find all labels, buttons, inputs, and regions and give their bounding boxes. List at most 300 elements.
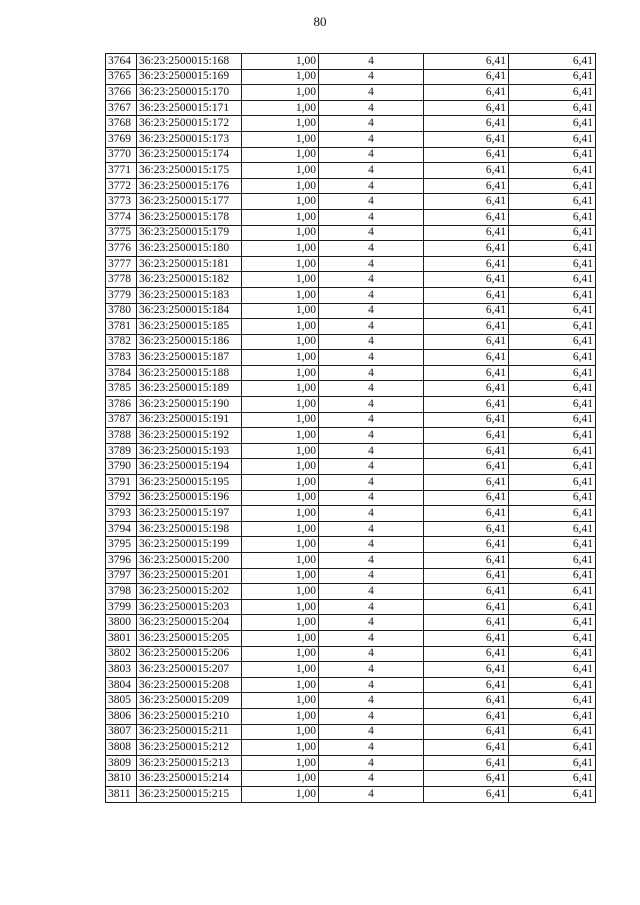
area-cell: 1,00 (242, 131, 319, 147)
cadastral-number-cell: 36:23:2500015:170 (137, 85, 242, 101)
category-cell: 4 (319, 553, 424, 569)
table-row (106, 116, 596, 132)
row-number-cell: 3783 (106, 350, 137, 366)
rate-cell: 6,41 (424, 256, 509, 272)
cadastral-number-cell: 36:23:2500015:212 (137, 740, 242, 756)
cadastral-number-cell: 36:23:2500015:200 (137, 553, 242, 569)
cadastral-number-cell: 36:23:2500015:171 (137, 100, 242, 116)
total-cell: 6,41 (509, 646, 596, 662)
total-cell: 6,41 (509, 786, 596, 802)
row-number-cell: 3794 (106, 521, 137, 537)
area-cell: 1,00 (242, 225, 319, 241)
row-number-cell: 3782 (106, 334, 137, 350)
row-number-cell: 3796 (106, 553, 137, 569)
area-cell: 1,00 (242, 459, 319, 475)
table-row (106, 54, 596, 70)
rate-cell: 6,41 (424, 54, 509, 70)
table-row (106, 365, 596, 381)
table-row (106, 599, 596, 615)
row-number-cell: 3770 (106, 147, 137, 163)
row-number-cell: 3799 (106, 599, 137, 615)
table-row (106, 209, 596, 225)
cadastral-number-cell: 36:23:2500015:190 (137, 397, 242, 413)
rate-cell: 6,41 (424, 116, 509, 132)
cadastral-number-cell: 36:23:2500015:174 (137, 147, 242, 163)
cadastral-number-cell: 36:23:2500015:201 (137, 568, 242, 584)
total-cell: 6,41 (509, 443, 596, 459)
area-cell: 1,00 (242, 584, 319, 600)
total-cell: 6,41 (509, 755, 596, 771)
row-number-cell: 3781 (106, 319, 137, 335)
area-cell: 1,00 (242, 490, 319, 506)
cadastral-number-cell: 36:23:2500015:204 (137, 615, 242, 631)
row-number-cell: 3802 (106, 646, 137, 662)
row-number-cell: 3788 (106, 428, 137, 444)
table-row (106, 755, 596, 771)
table-row (106, 630, 596, 646)
rate-cell: 6,41 (424, 568, 509, 584)
category-cell: 4 (319, 599, 424, 615)
area-cell: 1,00 (242, 693, 319, 709)
rate-cell: 6,41 (424, 584, 509, 600)
area-cell: 1,00 (242, 708, 319, 724)
category-cell: 4 (319, 163, 424, 179)
total-cell: 6,41 (509, 475, 596, 491)
area-cell: 1,00 (242, 287, 319, 303)
rate-cell: 6,41 (424, 287, 509, 303)
table-row (106, 303, 596, 319)
rate-cell: 6,41 (424, 708, 509, 724)
rate-cell: 6,41 (424, 147, 509, 163)
cadastral-number-cell: 36:23:2500015:180 (137, 241, 242, 257)
area-cell: 1,00 (242, 662, 319, 678)
category-cell: 4 (319, 630, 424, 646)
table-row (106, 131, 596, 147)
area-cell: 1,00 (242, 272, 319, 288)
total-cell: 6,41 (509, 350, 596, 366)
parcel-table-body (106, 54, 596, 803)
area-cell: 1,00 (242, 100, 319, 116)
rate-cell: 6,41 (424, 350, 509, 366)
category-cell: 4 (319, 241, 424, 257)
cadastral-number-cell: 36:23:2500015:175 (137, 163, 242, 179)
category-cell: 4 (319, 225, 424, 241)
table-row (106, 241, 596, 257)
cadastral-number-cell: 36:23:2500015:203 (137, 599, 242, 615)
rate-cell: 6,41 (424, 100, 509, 116)
cadastral-number-cell: 36:23:2500015:172 (137, 116, 242, 132)
total-cell: 6,41 (509, 272, 596, 288)
rate-cell: 6,41 (424, 303, 509, 319)
total-cell: 6,41 (509, 225, 596, 241)
category-cell: 4 (319, 334, 424, 350)
total-cell: 6,41 (509, 677, 596, 693)
total-cell: 6,41 (509, 740, 596, 756)
cadastral-number-cell: 36:23:2500015:209 (137, 693, 242, 709)
area-cell: 1,00 (242, 599, 319, 615)
rate-cell: 6,41 (424, 225, 509, 241)
total-cell: 6,41 (509, 428, 596, 444)
table-row (106, 147, 596, 163)
table-row (106, 568, 596, 584)
row-number-cell: 3773 (106, 194, 137, 210)
category-cell: 4 (319, 443, 424, 459)
category-cell: 4 (319, 568, 424, 584)
row-number-cell: 3779 (106, 287, 137, 303)
table-row (106, 786, 596, 802)
table-row (106, 428, 596, 444)
cadastral-number-cell: 36:23:2500015:208 (137, 677, 242, 693)
category-cell: 4 (319, 131, 424, 147)
row-number-cell: 3810 (106, 771, 137, 787)
rate-cell: 6,41 (424, 334, 509, 350)
total-cell: 6,41 (509, 209, 596, 225)
area-cell: 1,00 (242, 506, 319, 522)
table-row (106, 443, 596, 459)
cadastral-number-cell: 36:23:2500015:189 (137, 381, 242, 397)
rate-cell: 6,41 (424, 646, 509, 662)
rate-cell: 6,41 (424, 677, 509, 693)
table-row (106, 163, 596, 179)
rate-cell: 6,41 (424, 381, 509, 397)
category-cell: 4 (319, 771, 424, 787)
area-cell: 1,00 (242, 241, 319, 257)
cadastral-number-cell: 36:23:2500015:202 (137, 584, 242, 600)
row-number-cell: 3811 (106, 786, 137, 802)
row-number-cell: 3806 (106, 708, 137, 724)
row-number-cell: 3801 (106, 630, 137, 646)
cadastral-number-cell: 36:23:2500015:182 (137, 272, 242, 288)
table-row (106, 646, 596, 662)
cadastral-number-cell: 36:23:2500015:215 (137, 786, 242, 802)
rate-cell: 6,41 (424, 241, 509, 257)
cadastral-number-cell: 36:23:2500015:195 (137, 475, 242, 491)
row-number-cell: 3764 (106, 54, 137, 70)
cadastral-number-cell: 36:23:2500015:177 (137, 194, 242, 210)
cadastral-number-cell: 36:23:2500015:169 (137, 69, 242, 85)
area-cell: 1,00 (242, 412, 319, 428)
area-cell: 1,00 (242, 381, 319, 397)
category-cell: 4 (319, 537, 424, 553)
total-cell: 6,41 (509, 537, 596, 553)
table-row (106, 584, 596, 600)
total-cell: 6,41 (509, 412, 596, 428)
area-cell: 1,00 (242, 786, 319, 802)
category-cell: 4 (319, 194, 424, 210)
category-cell: 4 (319, 506, 424, 522)
total-cell: 6,41 (509, 630, 596, 646)
table-row (106, 319, 596, 335)
area-cell: 1,00 (242, 475, 319, 491)
cadastral-number-cell: 36:23:2500015:188 (137, 365, 242, 381)
row-number-cell: 3803 (106, 662, 137, 678)
rate-cell: 6,41 (424, 615, 509, 631)
total-cell: 6,41 (509, 241, 596, 257)
rate-cell: 6,41 (424, 319, 509, 335)
rate-cell: 6,41 (424, 69, 509, 85)
total-cell: 6,41 (509, 163, 596, 179)
rate-cell: 6,41 (424, 443, 509, 459)
total-cell: 6,41 (509, 397, 596, 413)
cadastral-number-cell: 36:23:2500015:184 (137, 303, 242, 319)
table-row (106, 225, 596, 241)
area-cell: 1,00 (242, 350, 319, 366)
category-cell: 4 (319, 54, 424, 70)
area-cell: 1,00 (242, 630, 319, 646)
area-cell: 1,00 (242, 85, 319, 101)
row-number-cell: 3804 (106, 677, 137, 693)
row-number-cell: 3790 (106, 459, 137, 475)
total-cell: 6,41 (509, 724, 596, 740)
row-number-cell: 3792 (106, 490, 137, 506)
category-cell: 4 (319, 646, 424, 662)
area-cell: 1,00 (242, 178, 319, 194)
table-row (106, 459, 596, 475)
area-cell: 1,00 (242, 365, 319, 381)
table-row (106, 537, 596, 553)
area-cell: 1,00 (242, 771, 319, 787)
cadastral-number-cell: 36:23:2500015:198 (137, 521, 242, 537)
row-number-cell: 3787 (106, 412, 137, 428)
rate-cell: 6,41 (424, 786, 509, 802)
category-cell: 4 (319, 287, 424, 303)
area-cell: 1,00 (242, 646, 319, 662)
rate-cell: 6,41 (424, 662, 509, 678)
total-cell: 6,41 (509, 506, 596, 522)
table-row (106, 553, 596, 569)
category-cell: 4 (319, 319, 424, 335)
cadastral-number-cell: 36:23:2500015:187 (137, 350, 242, 366)
cadastral-number-cell: 36:23:2500015:191 (137, 412, 242, 428)
rate-cell: 6,41 (424, 412, 509, 428)
category-cell: 4 (319, 740, 424, 756)
row-number-cell: 3800 (106, 615, 137, 631)
table-row (106, 677, 596, 693)
rate-cell: 6,41 (424, 194, 509, 210)
area-cell: 1,00 (242, 568, 319, 584)
cadastral-number-cell: 36:23:2500015:193 (137, 443, 242, 459)
rate-cell: 6,41 (424, 537, 509, 553)
row-number-cell: 3780 (106, 303, 137, 319)
total-cell: 6,41 (509, 381, 596, 397)
table-row (106, 506, 596, 522)
category-cell: 4 (319, 100, 424, 116)
total-cell: 6,41 (509, 693, 596, 709)
row-number-cell: 3766 (106, 85, 137, 101)
rate-cell: 6,41 (424, 365, 509, 381)
category-cell: 4 (319, 693, 424, 709)
table-row (106, 662, 596, 678)
category-cell: 4 (319, 521, 424, 537)
area-cell: 1,00 (242, 724, 319, 740)
rate-cell: 6,41 (424, 163, 509, 179)
area-cell: 1,00 (242, 334, 319, 350)
table-row (106, 397, 596, 413)
row-number-cell: 3807 (106, 724, 137, 740)
category-cell: 4 (319, 69, 424, 85)
rate-cell: 6,41 (424, 85, 509, 101)
rate-cell: 6,41 (424, 428, 509, 444)
area-cell: 1,00 (242, 677, 319, 693)
total-cell: 6,41 (509, 615, 596, 631)
category-cell: 4 (319, 397, 424, 413)
row-number-cell: 3809 (106, 755, 137, 771)
total-cell: 6,41 (509, 568, 596, 584)
row-number-cell: 3771 (106, 163, 137, 179)
area-cell: 1,00 (242, 303, 319, 319)
total-cell: 6,41 (509, 599, 596, 615)
table-row (106, 615, 596, 631)
total-cell: 6,41 (509, 319, 596, 335)
table-row (106, 412, 596, 428)
cadastral-number-cell: 36:23:2500015:205 (137, 630, 242, 646)
total-cell: 6,41 (509, 194, 596, 210)
rate-cell: 6,41 (424, 599, 509, 615)
row-number-cell: 3775 (106, 225, 137, 241)
table-row (106, 178, 596, 194)
category-cell: 4 (319, 786, 424, 802)
area-cell: 1,00 (242, 209, 319, 225)
total-cell: 6,41 (509, 521, 596, 537)
cadastral-number-cell: 36:23:2500015:192 (137, 428, 242, 444)
total-cell: 6,41 (509, 303, 596, 319)
total-cell: 6,41 (509, 256, 596, 272)
rate-cell: 6,41 (424, 521, 509, 537)
row-number-cell: 3793 (106, 506, 137, 522)
row-number-cell: 3808 (106, 740, 137, 756)
parcel-table (105, 53, 596, 803)
area-cell: 1,00 (242, 319, 319, 335)
total-cell: 6,41 (509, 662, 596, 678)
cadastral-number-cell: 36:23:2500015:206 (137, 646, 242, 662)
row-number-cell: 3778 (106, 272, 137, 288)
cadastral-number-cell: 36:23:2500015:213 (137, 755, 242, 771)
row-number-cell: 3789 (106, 443, 137, 459)
rate-cell: 6,41 (424, 475, 509, 491)
area-cell: 1,00 (242, 147, 319, 163)
area-cell: 1,00 (242, 553, 319, 569)
category-cell: 4 (319, 584, 424, 600)
category-cell: 4 (319, 147, 424, 163)
category-cell: 4 (319, 615, 424, 631)
area-cell: 1,00 (242, 397, 319, 413)
table-row (106, 194, 596, 210)
row-number-cell: 3798 (106, 584, 137, 600)
total-cell: 6,41 (509, 54, 596, 70)
category-cell: 4 (319, 428, 424, 444)
table-row (106, 350, 596, 366)
cadastral-number-cell: 36:23:2500015:196 (137, 490, 242, 506)
area-cell: 1,00 (242, 615, 319, 631)
rate-cell: 6,41 (424, 397, 509, 413)
cadastral-number-cell: 36:23:2500015:179 (137, 225, 242, 241)
cadastral-number-cell: 36:23:2500015:194 (137, 459, 242, 475)
category-cell: 4 (319, 178, 424, 194)
rate-cell: 6,41 (424, 209, 509, 225)
total-cell: 6,41 (509, 708, 596, 724)
area-cell: 1,00 (242, 163, 319, 179)
page-number: 80 (313, 14, 327, 29)
table-row (106, 490, 596, 506)
category-cell: 4 (319, 677, 424, 693)
table-row (106, 740, 596, 756)
total-cell: 6,41 (509, 116, 596, 132)
row-number-cell: 3774 (106, 209, 137, 225)
category-cell: 4 (319, 272, 424, 288)
area-cell: 1,00 (242, 54, 319, 70)
rate-cell: 6,41 (424, 755, 509, 771)
category-cell: 4 (319, 256, 424, 272)
area-cell: 1,00 (242, 443, 319, 459)
total-cell: 6,41 (509, 490, 596, 506)
row-number-cell: 3776 (106, 241, 137, 257)
row-number-cell: 3786 (106, 397, 137, 413)
category-cell: 4 (319, 209, 424, 225)
table-row (106, 100, 596, 116)
table-row (106, 708, 596, 724)
area-cell: 1,00 (242, 740, 319, 756)
area-cell: 1,00 (242, 69, 319, 85)
table-row (106, 272, 596, 288)
rate-cell: 6,41 (424, 272, 509, 288)
table-row (106, 381, 596, 397)
category-cell: 4 (319, 381, 424, 397)
area-cell: 1,00 (242, 194, 319, 210)
table-row (106, 256, 596, 272)
total-cell: 6,41 (509, 459, 596, 475)
table-row (106, 724, 596, 740)
area-cell: 1,00 (242, 537, 319, 553)
cadastral-number-cell: 36:23:2500015:183 (137, 287, 242, 303)
total-cell: 6,41 (509, 584, 596, 600)
row-number-cell: 3805 (106, 693, 137, 709)
cadastral-number-cell: 36:23:2500015:199 (137, 537, 242, 553)
table-row (106, 334, 596, 350)
rate-cell: 6,41 (424, 630, 509, 646)
rate-cell: 6,41 (424, 506, 509, 522)
area-cell: 1,00 (242, 116, 319, 132)
area-cell: 1,00 (242, 521, 319, 537)
area-cell: 1,00 (242, 256, 319, 272)
category-cell: 4 (319, 303, 424, 319)
total-cell: 6,41 (509, 178, 596, 194)
rate-cell: 6,41 (424, 490, 509, 506)
rate-cell: 6,41 (424, 459, 509, 475)
category-cell: 4 (319, 475, 424, 491)
row-number-cell: 3769 (106, 131, 137, 147)
total-cell: 6,41 (509, 69, 596, 85)
row-number-cell: 3772 (106, 178, 137, 194)
row-number-cell: 3797 (106, 568, 137, 584)
rate-cell: 6,41 (424, 131, 509, 147)
cadastral-number-cell: 36:23:2500015:178 (137, 209, 242, 225)
total-cell: 6,41 (509, 147, 596, 163)
cadastral-number-cell: 36:23:2500015:173 (137, 131, 242, 147)
table-row (106, 771, 596, 787)
table-row (106, 85, 596, 101)
row-number-cell: 3795 (106, 537, 137, 553)
cadastral-number-cell: 36:23:2500015:181 (137, 256, 242, 272)
area-cell: 1,00 (242, 755, 319, 771)
rate-cell: 6,41 (424, 178, 509, 194)
total-cell: 6,41 (509, 334, 596, 350)
category-cell: 4 (319, 708, 424, 724)
table-row (106, 69, 596, 85)
row-number-cell: 3784 (106, 365, 137, 381)
category-cell: 4 (319, 116, 424, 132)
total-cell: 6,41 (509, 771, 596, 787)
row-number-cell: 3768 (106, 116, 137, 132)
